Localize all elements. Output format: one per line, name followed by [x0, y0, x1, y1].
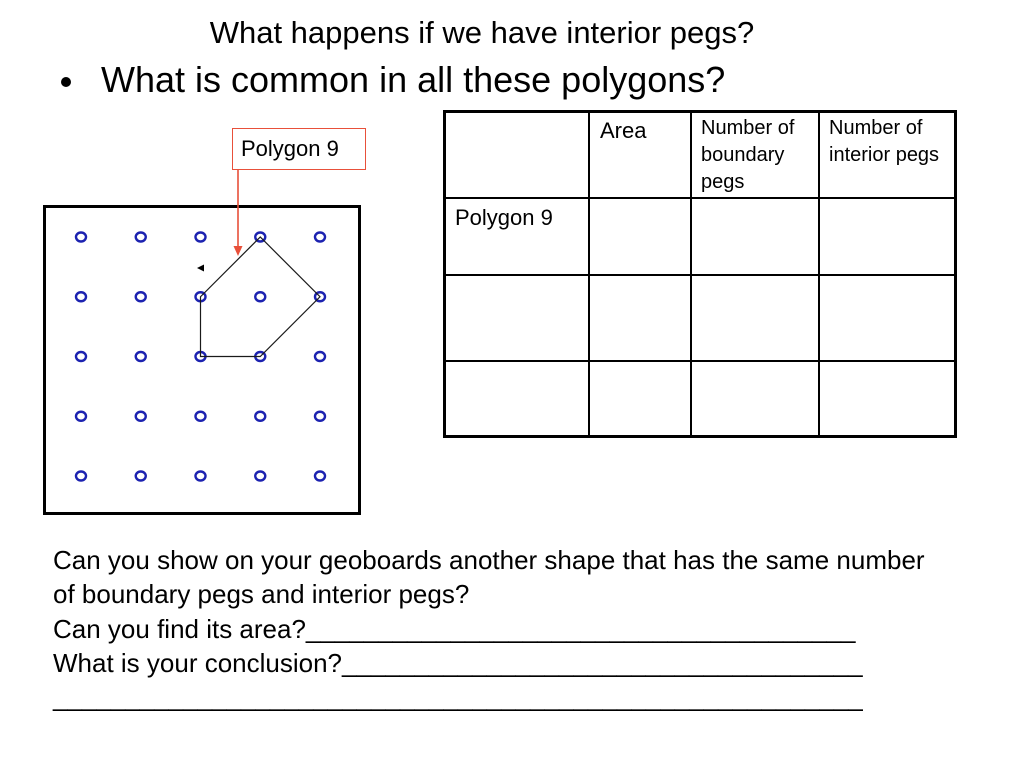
- row-label-cell: Polygon 9: [446, 199, 588, 274]
- header-boundary-pegs: Number of boundary pegs: [692, 113, 818, 197]
- polygon-9-callout: [232, 128, 366, 170]
- area-cell: [590, 362, 690, 435]
- area-question-line: Can you find its area?______________________________________: [53, 613, 856, 644]
- question-text: [53, 543, 925, 714]
- data-table: [443, 110, 957, 438]
- bullet-text: What is common in all these polygons?: [101, 59, 726, 100]
- bullet-icon: [61, 77, 71, 87]
- boundary-pegs-cell: [692, 362, 818, 435]
- header-area: Area: [590, 113, 690, 197]
- answer-blank-line: ________________________________________________________: [53, 682, 863, 713]
- question-line: Can you show on your geoboards another shape that has the same number: [53, 545, 925, 575]
- area-cell: [590, 199, 690, 274]
- interior-pegs-cell: [820, 199, 954, 274]
- geoboard: [43, 205, 361, 515]
- interior-pegs-cell: [820, 276, 954, 360]
- boundary-pegs-cell: [692, 276, 818, 360]
- header-interior-pegs: Number of interior pegs: [820, 113, 954, 197]
- boundary-pegs-cell: [692, 199, 818, 274]
- row-label-cell: [446, 276, 588, 360]
- conclusion-question-line: What is your conclusion?____________________________________: [53, 647, 863, 678]
- header-blank-cell: [446, 113, 588, 197]
- row-label-cell: [446, 362, 588, 435]
- area-cell: [590, 276, 690, 360]
- slide-title: What happens if we have interior pegs?: [209, 15, 755, 50]
- interior-pegs-cell: [820, 362, 954, 435]
- question-line: of boundary pegs and interior pegs?: [53, 579, 470, 610]
- callout-label: Polygon 9: [241, 136, 339, 161]
